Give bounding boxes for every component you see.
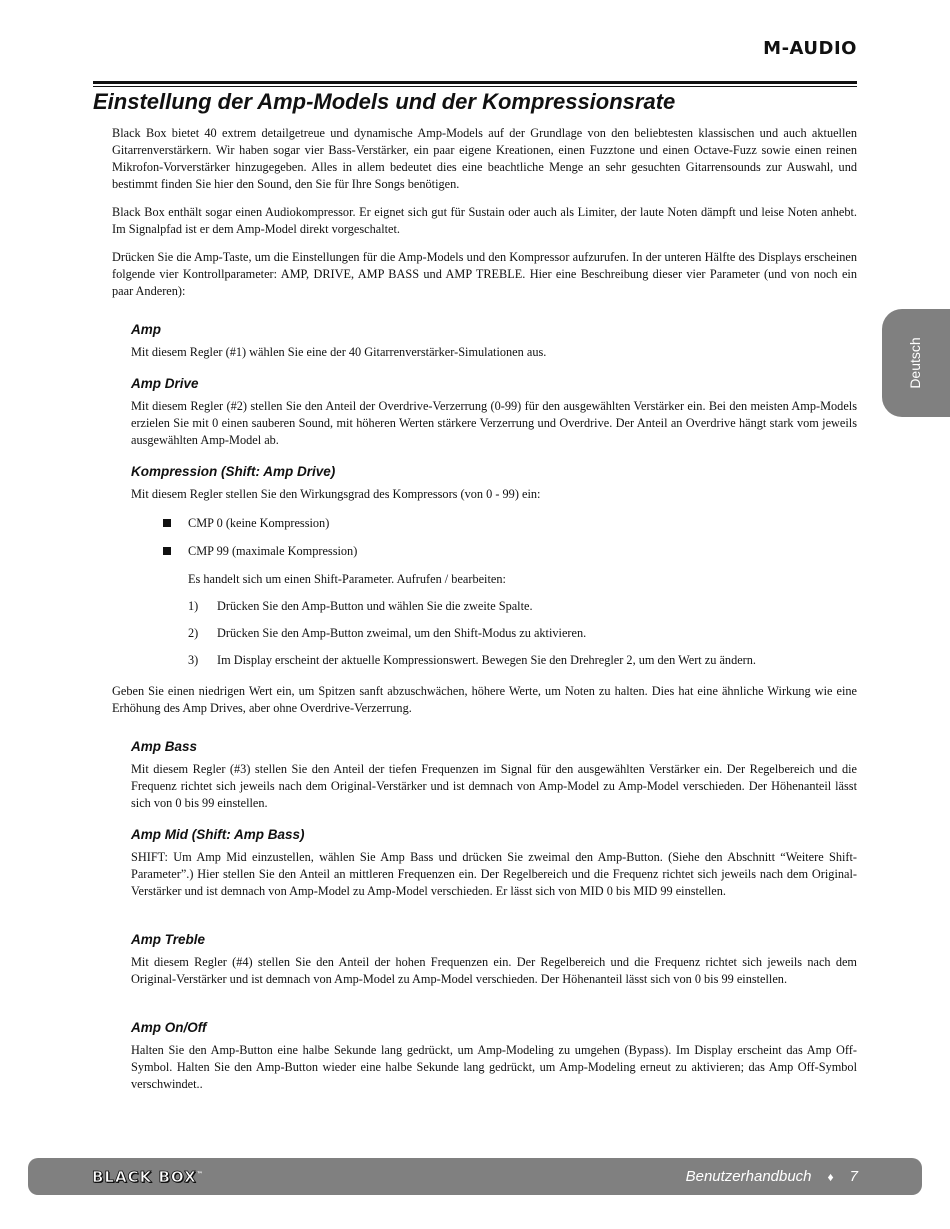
bullet-item: CMP 0 (keine Kompression)	[188, 516, 330, 530]
shift-note: Es handelt sich um einen Shift-Parameter. Aufrufen / bearbeiten:	[188, 572, 506, 586]
step-text: Im Display erscheint der aktuelle Kompressionswert. Bewegen Sie den Drehregler 2, um den Wert zu ändern.	[217, 653, 756, 667]
step-number: 3)	[188, 653, 199, 667]
page-title: Einstellung der Amp-Models und der Kompressionsrate	[93, 89, 676, 114]
page-number: 7	[849, 1168, 858, 1185]
section-heading-amp: Amp	[131, 322, 161, 337]
section-heading-amp-onoff: Amp On/Off	[131, 1020, 207, 1035]
section-text-amp-treble: Mit diesem Regler (#4) stellen Sie den Anteil der hohen Frequenzen ein. Der Regelbereich und die Frequenz richtet sich jeweils nach dem Original-Verstärker und ist demnach von Amp-Model zu Amp-Model verschieden. Der Höhenanteil lässt sich von 0 bis 99 einstellen.	[131, 955, 857, 986]
header-rule-thin	[93, 86, 857, 87]
step-text: Drücken Sie den Amp-Button zweimal, um den Shift-Modus zu aktivieren.	[217, 626, 587, 640]
bullet-square-icon	[163, 547, 171, 555]
step-number: 1)	[188, 599, 199, 613]
section-text-amp-mid: SHIFT: Um Amp Mid einzustellen, wählen Sie Amp Bass und drücken Sie zweimal den Amp-Button. (Siehe den Abschnitt “Weitere Shift-Parameter”.) Hier stellen Sie den Anteil an mittleren Frequenzen ein. Der Regelbereich und die Frequenz richtet sich jeweils nach dem Original-Verstärker und ist demnach von Amp-Model zu Amp-Model verschieden. Er lässt sich von MID 0 bis MID 99 einstellen.	[131, 850, 857, 898]
section-heading-amp-bass: Amp Bass	[131, 739, 198, 754]
footer-bar	[28, 1158, 922, 1195]
section-text-compression: Mit diesem Regler stellen Sie den Wirkungsgrad des Kompressors (von 0 - 99) ein:	[131, 487, 541, 501]
section-heading-compression: Kompression (Shift: Amp Drive)	[131, 464, 336, 479]
logo-text: BLACK BOX	[92, 1168, 197, 1186]
intro-paragraph: Black Box bietet 40 extrem detailgetreue und dynamische Amp-Models auf der Grundlage von den beliebtesten klassischen und auch aktuellen Gitarrenverstärkern. Wir haben sogar vier Bass-Verstärker, ein paar eigene Kreationen, einen Fuzztone und einen Octave-Fuzz sowie einen reinen Mikrofon-Vorverstärker hinzugegeben. Alles in allem bedeutet dies eine beachtliche Menge an sehr gesuchten Gitarrensounds zur Auswahl, und bestimmt finden Sie hier den Sound, den Sie für Ihre Songs benötigen.	[112, 126, 857, 191]
manual-name: Benutzerhandbuch	[685, 1168, 812, 1185]
diamond-separator-icon: ♦	[827, 1170, 834, 1184]
step-number: 2)	[188, 626, 199, 640]
section-text-amp: Mit diesem Regler (#1) wählen Sie eine der 40 Gitarrenverstärker-Simulationen aus.	[131, 345, 547, 359]
section-text-amp-onoff: Halten Sie den Amp-Button eine halbe Sekunde lang gedrückt, um Amp-Modeling zu umgehen (Bypass). Im Display erscheint das Amp Off-Symbol. Halten Sie den Amp-Button wieder eine halbe Sekunde lang gedrückt, um Amp-Modeling erneut zu aktivieren; das Amp Off-Symbol verschwindet..	[131, 1043, 857, 1091]
section-heading-amp-treble: Amp Treble	[131, 932, 206, 947]
step-text: Drücken Sie den Amp-Button und wählen Sie die zweite Spalte.	[217, 599, 533, 613]
intro-paragraph: Drücken Sie die Amp-Taste, um die Einstellungen für die Amp-Models und den Kompressor aufzurufen. In der unteren Hälfte des Displays erscheinen folgende vier Kontrollparameter: AMP, DRIVE, AMP BASS und AMP TREBLE. Hier eine Beschreibung dieser vier Parameter (und von noch ein paar Anderen):	[112, 250, 857, 298]
intro-paragraph: Black Box enthält sogar einen Audiokompressor. Er eignet sich gut für Sustain oder auch als Limiter, der laute Noten dämpft und leise Noten anhebt. Im Signalpfad ist er dem Amp-Model direkt vorgeschaltet.	[112, 205, 857, 236]
footer-right	[686, 1168, 858, 1185]
trademark-mark: ™	[196, 1171, 204, 1178]
bullet-item: CMP 99 (maximale Kompression)	[188, 544, 358, 558]
compression-after-text: Geben Sie einen niedrigen Wert ein, um Spitzen sanft abzuschwächen, höhere Werte, um Noten zu halten. Dies hat eine ähnliche Wirkung wie eine Erhöhung des Amp Drives, aber ohne Overdrive-Verzerrung.	[112, 684, 857, 715]
bullet-square-icon	[163, 519, 171, 527]
header-rule-thick	[93, 81, 857, 84]
section-text-amp-bass: Mit diesem Regler (#3) stellen Sie den Anteil der tiefen Frequenzen im Signal für den ausgewählten Verstärker ein. Der Regelbereich und die Frequenz richtet sich jeweils nach dem Original-Verstärker und ist demnach von Amp-Model zu Amp-Model verschieden. Der Höhenanteil lässt sich von 0 bis 99 einstellen.	[131, 762, 857, 810]
section-heading-amp-drive: Amp Drive	[131, 376, 199, 391]
side-tab-label: Deutsch	[907, 337, 923, 389]
black-box-logo	[92, 1168, 204, 1186]
brand-logo: M-AUDIO	[763, 38, 857, 59]
section-text-amp-drive: Mit diesem Regler (#2) stellen Sie den Anteil der Overdrive-Verzerrung (0-99) für den ausgewählten Verstärker ein. Bei den meisten Amp-Models erzielen Sie mit 0 einen sauberen Sound, mit höheren Werten stärkere Verzerrung und Overdrive. Der Anteil an Overdrive hängt stark vom jeweils ausgewählten Amp-Model ab.	[131, 399, 857, 447]
side-tab-language	[882, 309, 950, 417]
section-heading-amp-mid: Amp Mid (Shift: Amp Bass)	[131, 827, 305, 842]
